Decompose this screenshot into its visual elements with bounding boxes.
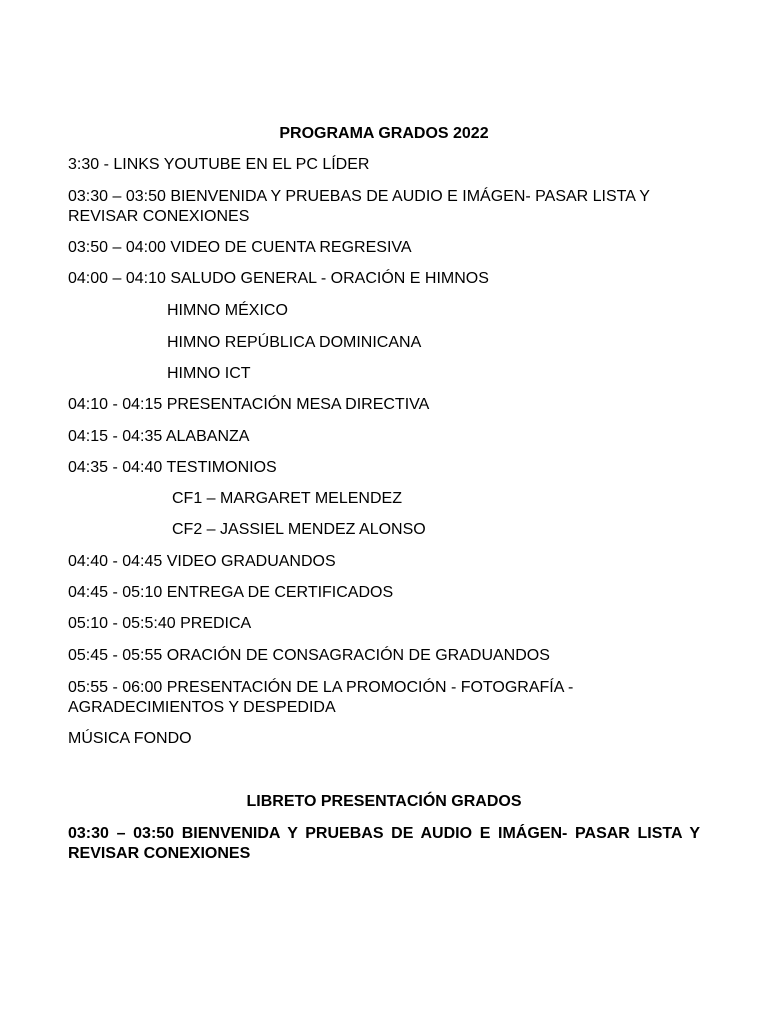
schedule-item: 05:10 - 05:5:40 PREDICA bbox=[68, 615, 252, 632]
schedule-subitem: HIMNO ICT bbox=[167, 365, 251, 382]
schedule-subitem: HIMNO MÉXICO bbox=[167, 302, 288, 319]
program-title: PROGRAMA GRADOS 2022 bbox=[279, 125, 489, 142]
schedule-item: 04:45 - 05:10 ENTREGA DE CERTIFICADOS bbox=[68, 584, 394, 601]
schedule-item: 03:30 – 03:50 BIENVENIDA Y PRUEBAS DE AUDIO E IMÁGEN- PASAR LISTA Y REVISAR CONEXIONES bbox=[68, 188, 650, 225]
schedule-item: 05:55 - 06:00 PRESENTACIÓN DE LA PROMOCIÓN - FOTOGRAFÍA - AGRADECIMIENTOS Y DESPEDIDA bbox=[68, 679, 574, 716]
schedule-subitem: CF2 – JASSIEL MENDEZ ALONSO bbox=[172, 521, 426, 538]
schedule-item: 04:10 - 04:15 PRESENTACIÓN MESA DIRECTIVA bbox=[68, 396, 430, 413]
schedule-item: 04:40 - 04:45 VIDEO GRADUANDOS bbox=[68, 553, 336, 570]
libreto-title: LIBRETO PRESENTACIÓN GRADOS bbox=[246, 793, 522, 810]
schedule-subitem: HIMNO REPÚBLICA DOMINICANA bbox=[167, 334, 422, 351]
schedule-item: MÚSICA FONDO bbox=[68, 730, 192, 747]
schedule-item: 3:30 - LINKS YOUTUBE EN EL PC LÍDER bbox=[68, 156, 370, 173]
libreto-first-item: 03:30 – 03:50 BIENVENIDA Y PRUEBAS DE AUDIO E IMÁGEN- PASAR LISTA Y REVISAR CONEXIONES bbox=[68, 825, 700, 862]
schedule-item: 04:35 - 04:40 TESTIMONIOS bbox=[68, 459, 277, 476]
schedule-item: 05:45 - 05:55 ORACIÓN DE CONSAGRACIÓN DE GRADUANDOS bbox=[68, 647, 550, 664]
schedule-subitem: CF1 – MARGARET MELENDEZ bbox=[172, 490, 402, 507]
schedule-item: 04:15 - 04:35 ALABANZA bbox=[68, 428, 250, 445]
schedule-item: 04:00 – 04:10 SALUDO GENERAL - ORACIÓN E HIMNOS bbox=[68, 270, 489, 287]
schedule-item: 03:50 – 04:00 VIDEO DE CUENTA REGRESIVA bbox=[68, 239, 412, 256]
